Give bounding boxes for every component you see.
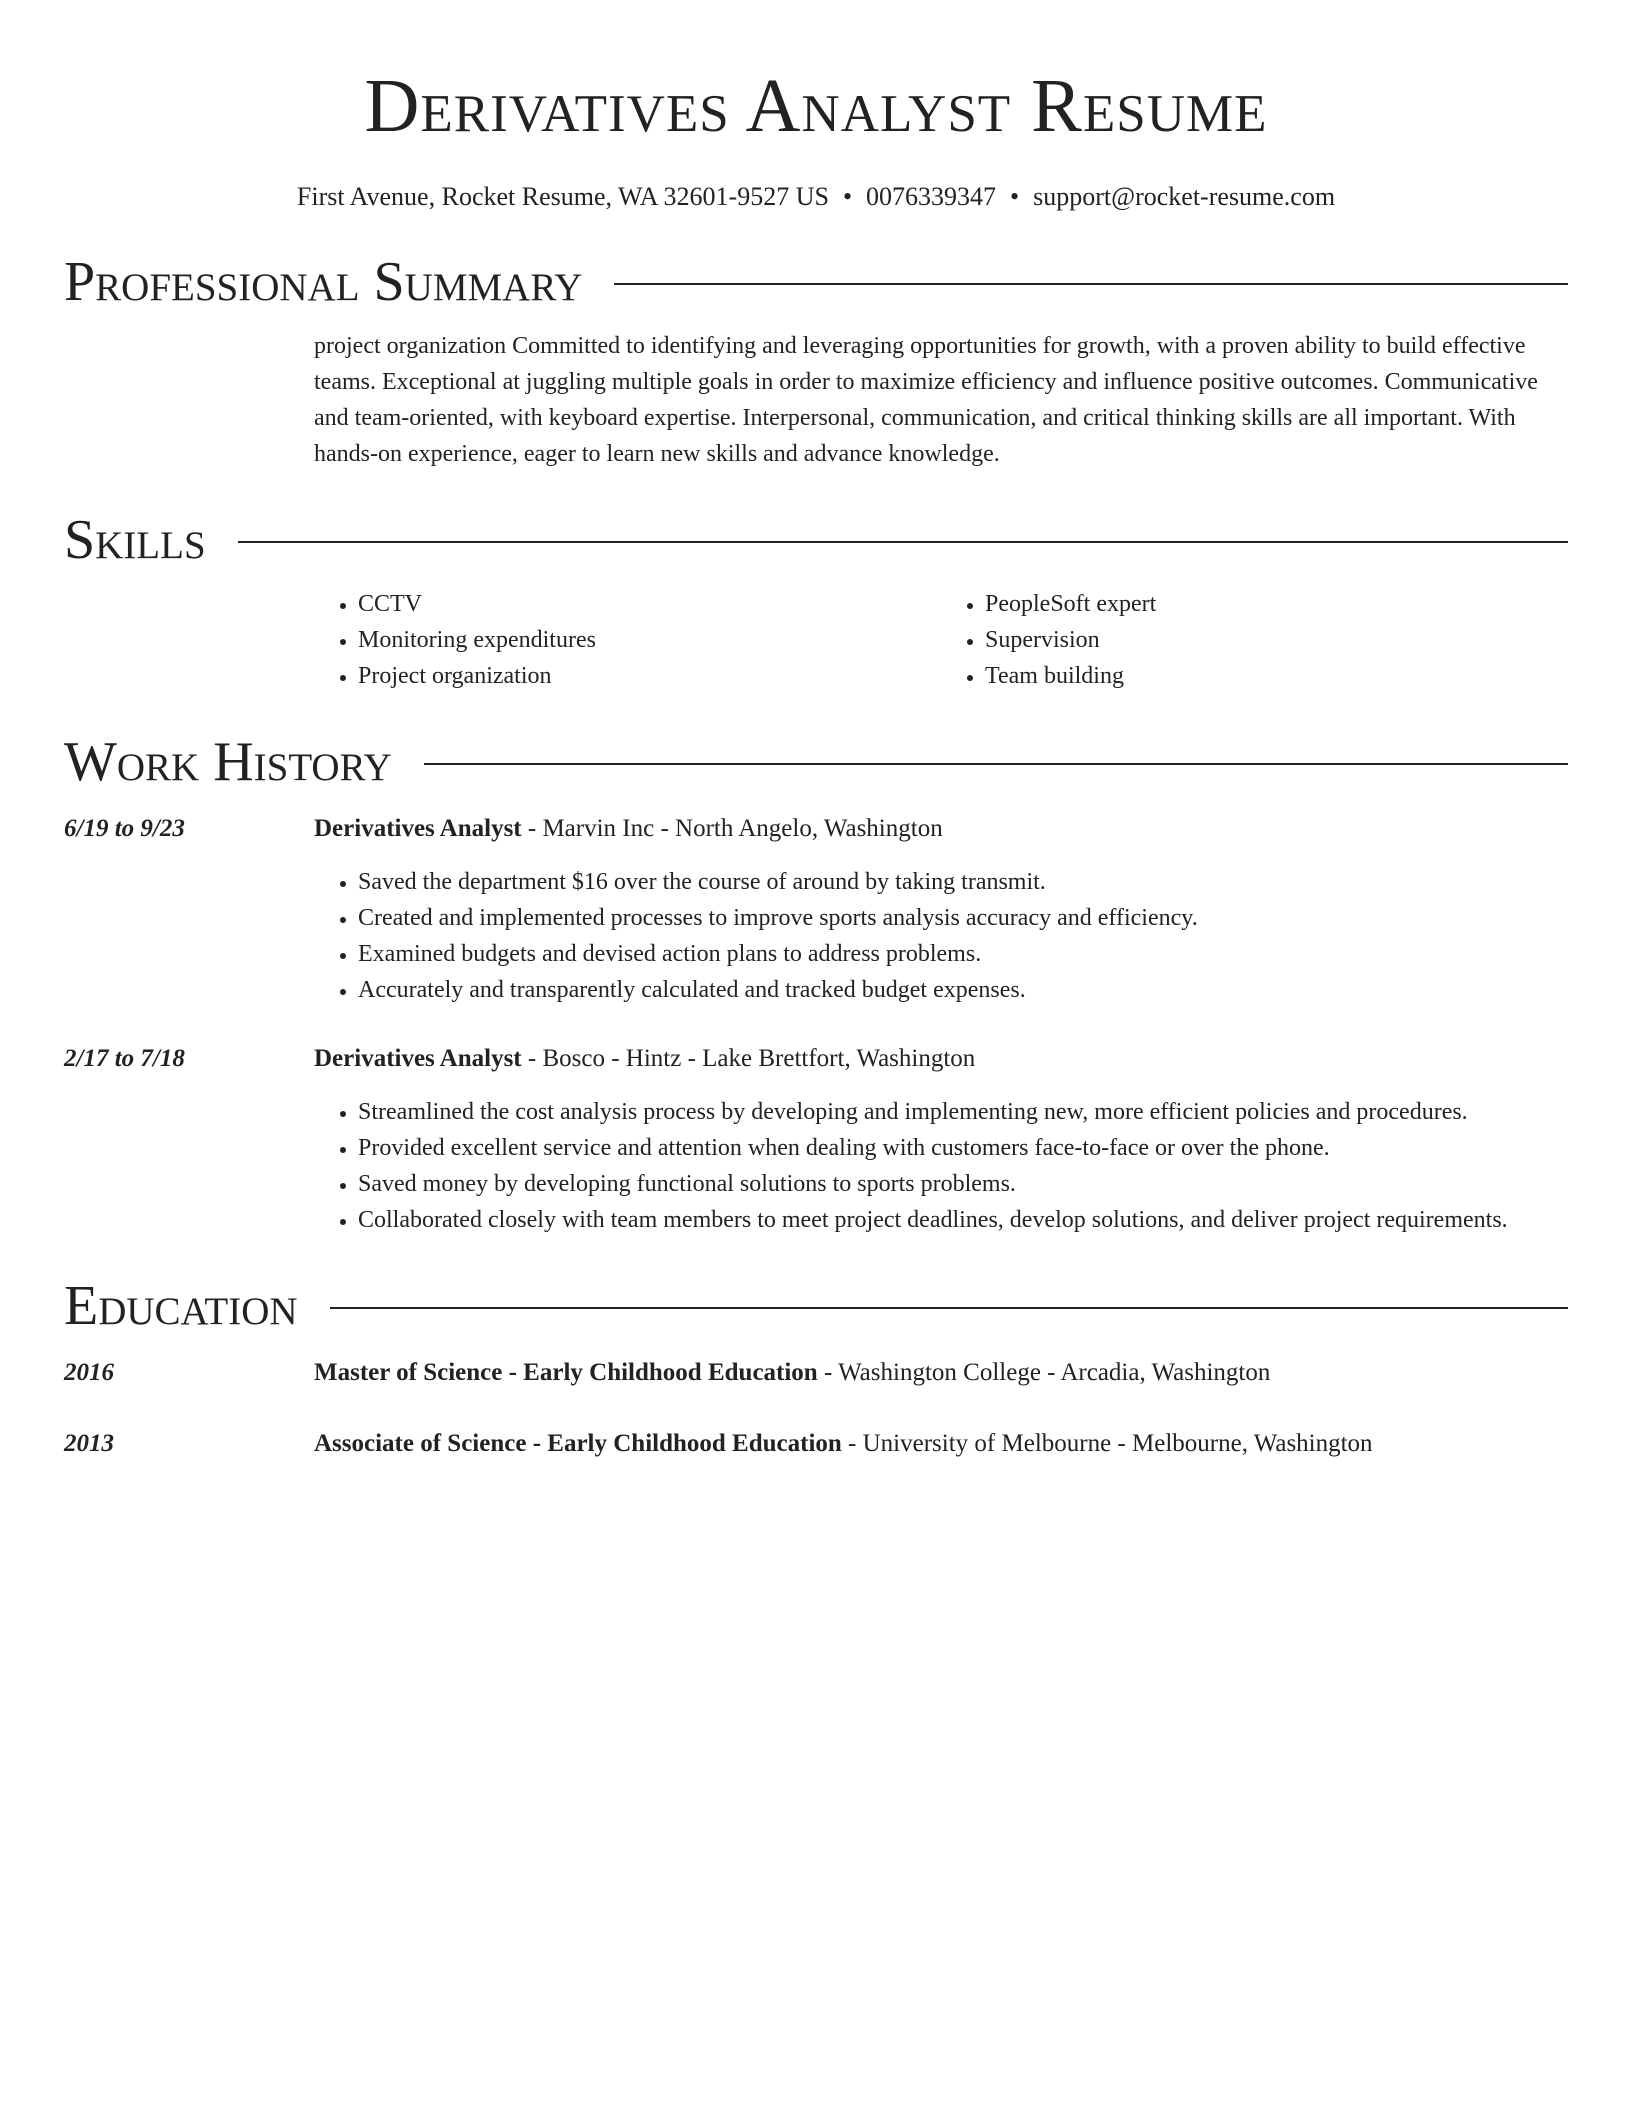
job-dates: 2/17 to 7/18 bbox=[64, 1045, 185, 1072]
skill-item: • Monitoring expenditures bbox=[358, 622, 941, 658]
education-year: 2016 bbox=[64, 1359, 114, 1386]
skills-list-left bbox=[314, 586, 941, 694]
job-body bbox=[314, 812, 1568, 1008]
job-bullet: • Created and implemented processes to improve sports analysis accuracy and efficiency. bbox=[358, 900, 1568, 936]
skills-list-right bbox=[941, 586, 1568, 694]
summary-text: project organization Committed to identifying and leveraging opportunities for growth, with a proven ability to build effective teams. Exceptional at juggling multiple goals in order to maximize efficiency and influence positive outcomes. Communicative and team-oriented, with keyboard expertise. Interpersonal, communication, and critical thinking skills are all important. With hands-on experience, eager to learn new skills and advance knowledge. bbox=[314, 333, 1538, 467]
education-entry bbox=[64, 1427, 1568, 1461]
job-entry bbox=[64, 812, 1568, 1008]
education-heading bbox=[314, 1427, 1568, 1461]
contact-email: support@rocket-resume.com bbox=[1033, 182, 1336, 211]
resume-title: Derivatives Analyst Resume bbox=[364, 64, 1268, 148]
contact-separator: • bbox=[842, 182, 853, 211]
job-position: Derivatives Analyst bbox=[314, 1045, 522, 1072]
section-divider bbox=[424, 763, 1568, 765]
skill-item: • Team building bbox=[985, 658, 1568, 694]
skill-item: • PeopleSoft expert bbox=[985, 586, 1568, 622]
education-school: - Washington College - Arcadia, Washington bbox=[817, 1359, 1271, 1386]
job-entry bbox=[64, 1042, 1568, 1238]
job-bullet: • Accurately and transparently calculated and tracked budget expenses. bbox=[358, 972, 1568, 1008]
section-divider bbox=[614, 283, 1568, 285]
summary-left-spacer bbox=[64, 328, 314, 472]
job-company: - Bosco - Hintz - Lake Brettfort, Washington bbox=[521, 1045, 976, 1072]
education-entry bbox=[64, 1356, 1568, 1390]
job-heading bbox=[314, 1042, 1568, 1076]
job-bullets bbox=[314, 1094, 1568, 1238]
job-bullets bbox=[314, 864, 1568, 1008]
skill-item: • Supervision bbox=[985, 622, 1568, 658]
job-bullet: • Provided excellent service and attention when dealing with customers face-to-face or over the phone. bbox=[358, 1130, 1568, 1166]
education-section-title: Education bbox=[64, 1275, 298, 1337]
skills-grid bbox=[314, 586, 1568, 694]
work-section-header bbox=[64, 728, 1568, 796]
job-dates: 6/19 to 9/23 bbox=[64, 815, 185, 842]
job-bullet: • Saved money by developing functional solutions to sports problems. bbox=[358, 1166, 1568, 1202]
summary-section-header bbox=[64, 248, 1568, 316]
job-heading bbox=[314, 812, 1568, 846]
skills-section-title: Skills bbox=[64, 509, 206, 571]
skills-left-spacer bbox=[64, 586, 314, 694]
contact-address: First Avenue, Rocket Resume, WA 32601-9527 US bbox=[296, 182, 829, 211]
skill-item: • Project organization bbox=[358, 658, 941, 694]
skill-item: • CCTV bbox=[358, 586, 941, 622]
contact-line bbox=[64, 180, 1568, 214]
summary-row bbox=[64, 328, 1568, 472]
contact-phone: 0076339347 bbox=[866, 182, 997, 211]
skills-row bbox=[64, 586, 1568, 694]
job-bullet: • Examined budgets and devised action plans to address problems. bbox=[358, 936, 1568, 972]
section-divider bbox=[238, 541, 1568, 543]
job-bullet: • Saved the department $16 over the course of around by taking transmit. bbox=[358, 864, 1568, 900]
work-section-title: Work History bbox=[64, 731, 392, 793]
job-body bbox=[314, 1042, 1568, 1238]
summary-section-title: Professional Summary bbox=[64, 251, 583, 313]
job-position: Derivatives Analyst bbox=[314, 815, 522, 842]
job-company: - Marvin Inc - North Angelo, Washington bbox=[521, 815, 943, 842]
skills-section-header bbox=[64, 506, 1568, 574]
education-section-header bbox=[64, 1272, 1568, 1340]
contact-separator: • bbox=[1010, 182, 1020, 211]
job-bullet: • Streamlined the cost analysis process by developing and implementing new, more efficient policies and procedures. bbox=[358, 1094, 1568, 1130]
education-degree: Master of Science - Early Childhood Education bbox=[314, 1359, 818, 1386]
education-heading bbox=[314, 1356, 1568, 1390]
education-year: 2013 bbox=[64, 1430, 114, 1457]
education-school: - University of Melbourne - Melbourne, Washington bbox=[841, 1430, 1373, 1457]
section-divider bbox=[330, 1307, 1568, 1309]
education-degree: Associate of Science - Early Childhood Education bbox=[314, 1430, 842, 1457]
job-bullet: • Collaborated closely with team members to meet project deadlines, develop solutions, and deliver project requirements. bbox=[358, 1202, 1568, 1238]
